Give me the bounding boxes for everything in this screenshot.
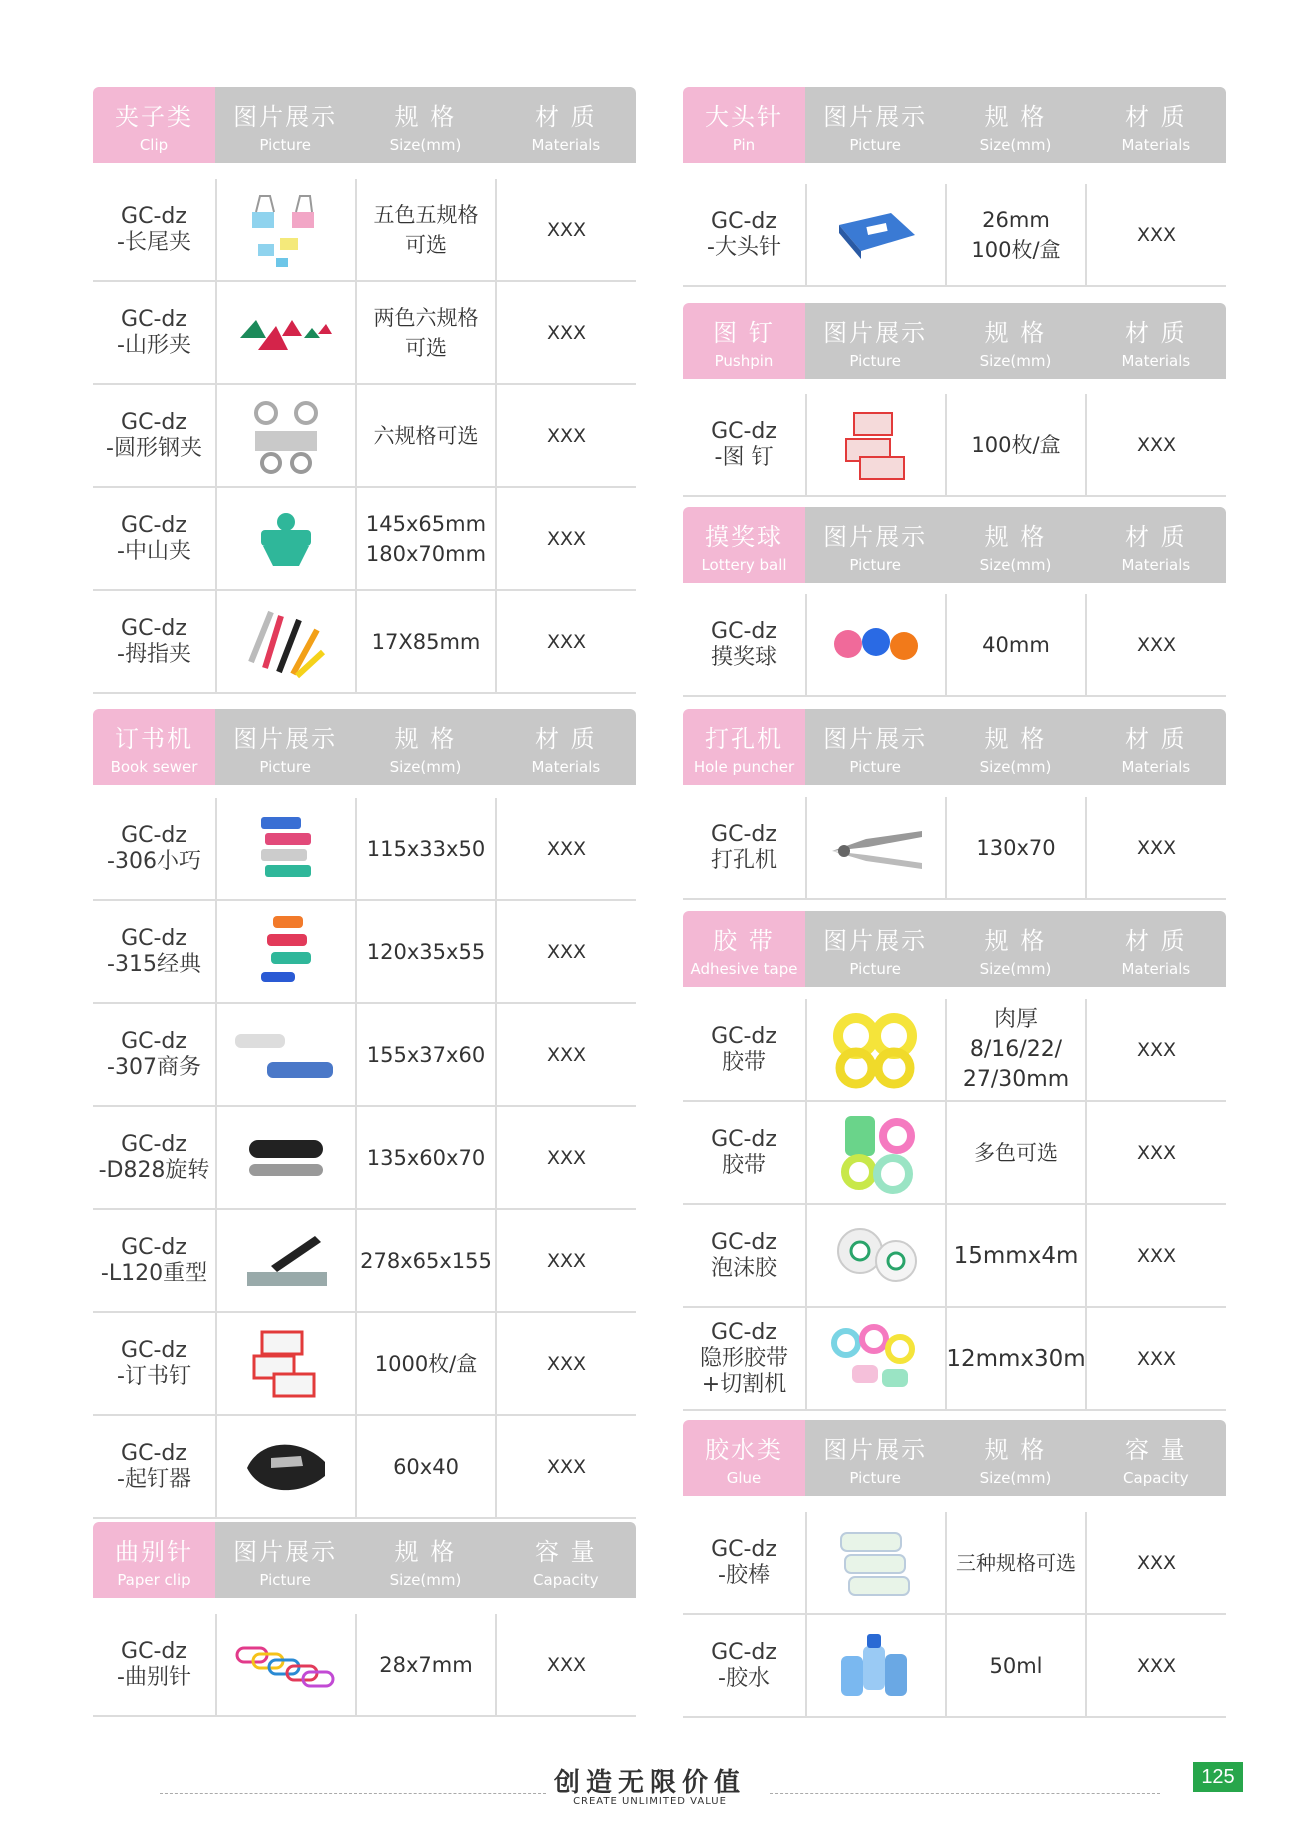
product-row bbox=[93, 1210, 636, 1313]
model-cell: GC-dz -306小巧 bbox=[107, 822, 201, 874]
section-header bbox=[683, 911, 1226, 987]
model-cell: GC-dz -起钉器 bbox=[117, 1440, 191, 1492]
model-cell: GC-dz -307商务 bbox=[107, 1028, 201, 1080]
product-row bbox=[93, 1107, 636, 1210]
size-cell: 40mm bbox=[947, 594, 1087, 695]
model-cell: GC-dz 胶带 bbox=[711, 1023, 777, 1075]
header-size-cn: 规 格 bbox=[984, 102, 1047, 131]
paper-clip-image bbox=[215, 1614, 357, 1715]
size-cell: 15mmx4m bbox=[947, 1205, 1087, 1306]
product-row bbox=[683, 999, 1226, 1102]
stapler-d828-image bbox=[215, 1107, 357, 1208]
header-material-cn: 材 质 bbox=[535, 102, 597, 131]
header-material-en: Materials bbox=[1121, 959, 1191, 978]
header-size-cn: 规 格 bbox=[984, 724, 1047, 753]
category-en: Adhesive tape bbox=[690, 959, 798, 978]
section-header bbox=[683, 709, 1226, 785]
size-cell: 三种规格可选 bbox=[947, 1512, 1087, 1613]
header-material-en: Materials bbox=[531, 135, 601, 154]
category-cn: 大头针 bbox=[705, 102, 783, 131]
category-cn: 胶 带 bbox=[713, 926, 775, 955]
size-cell: 100枚/盒 bbox=[947, 394, 1087, 495]
header-picture-en: Picture bbox=[849, 959, 901, 978]
header-size-cn: 规 格 bbox=[984, 522, 1047, 551]
lottery-balls-image bbox=[805, 594, 947, 695]
header-size-en: Size(mm) bbox=[389, 135, 462, 154]
header-picture-en: Picture bbox=[849, 757, 901, 776]
header-size-cn: 规 格 bbox=[394, 1537, 457, 1566]
header-material-cn: 材 质 bbox=[1125, 102, 1187, 131]
product-row bbox=[683, 1615, 1226, 1718]
model-cell: GC-dz -L120重型 bbox=[100, 1234, 208, 1286]
stapler-306-image bbox=[215, 798, 357, 899]
model-cell: GC-dz 摸奖球 bbox=[710, 618, 777, 670]
pin-box-image bbox=[805, 184, 947, 285]
model-cell: GC-dz -大头针 bbox=[707, 208, 781, 260]
material-cell: XXX bbox=[546, 837, 587, 860]
model-cell: GC-dz 打孔机 bbox=[710, 821, 777, 873]
material-cell: XXX bbox=[546, 940, 587, 963]
header-size-en: Size(mm) bbox=[979, 135, 1052, 154]
size-cell: 278x65x155 bbox=[357, 1210, 497, 1311]
size-cell: 肉厚 8/16/22/ 27/30mm bbox=[947, 999, 1087, 1100]
header-picture-cn: 图片展示 bbox=[823, 318, 928, 347]
header-size-en: Size(mm) bbox=[979, 959, 1052, 978]
header-material-cn: 材 质 bbox=[1125, 318, 1187, 347]
product-row bbox=[93, 1004, 636, 1107]
material-cell: XXX bbox=[546, 1455, 587, 1478]
model-cell: GC-dz 隐形胶带 +切割机 bbox=[699, 1319, 788, 1397]
header-material-en: Materials bbox=[1121, 351, 1191, 370]
header-size-cn: 规 格 bbox=[984, 926, 1047, 955]
header-picture-en: Picture bbox=[259, 757, 311, 776]
category-en: Hole puncher bbox=[693, 757, 795, 776]
header-material-en: Materials bbox=[531, 757, 601, 776]
header-size-en: Size(mm) bbox=[979, 757, 1052, 776]
header-picture-en: Picture bbox=[259, 135, 311, 154]
model-cell: GC-dz -胶棒 bbox=[711, 1536, 777, 1588]
material-cell: XXX bbox=[1136, 1244, 1177, 1267]
category-cell bbox=[683, 507, 805, 583]
model-cell: GC-dz 泡沫胶 bbox=[710, 1229, 777, 1281]
model-cell: GC-dz -315经典 bbox=[107, 925, 201, 977]
glue-stick-image bbox=[805, 1512, 947, 1613]
header-picture-cn: 图片展示 bbox=[233, 1537, 338, 1566]
size-cell: 1000枚/盒 bbox=[357, 1313, 497, 1414]
category-en: Lottery ball bbox=[701, 555, 787, 574]
product-row bbox=[683, 184, 1226, 287]
category-en: Pin bbox=[732, 135, 756, 154]
header-picture-cn: 图片展示 bbox=[823, 522, 928, 551]
staple-remover-image bbox=[215, 1416, 357, 1517]
round-steel-clip-image bbox=[215, 385, 357, 486]
material-cell: XXX bbox=[1136, 633, 1177, 656]
stapler-l120-image bbox=[215, 1210, 357, 1311]
section-header bbox=[683, 303, 1226, 379]
model-cell: GC-dz -中山夹 bbox=[117, 512, 191, 564]
header-capacity-en: Capacity bbox=[1123, 1468, 1189, 1487]
product-row bbox=[93, 798, 636, 901]
thumb-clip-image bbox=[215, 591, 357, 692]
material-cell: XXX bbox=[546, 1146, 587, 1169]
material-cell: XXX bbox=[546, 1249, 587, 1272]
category-cell bbox=[683, 709, 805, 785]
product-row bbox=[93, 1313, 636, 1416]
section-paper-clip bbox=[93, 1522, 636, 1717]
header-picture-en: Picture bbox=[849, 1468, 901, 1487]
header-capacity-en: Capacity bbox=[533, 1570, 599, 1589]
capacity-cell: XXX bbox=[1136, 1654, 1177, 1677]
category-en: Book sewer bbox=[110, 757, 198, 776]
header-size-en: Size(mm) bbox=[979, 555, 1052, 574]
material-cell: XXX bbox=[546, 218, 587, 241]
foam-tape-image bbox=[805, 1205, 947, 1306]
model-cell: GC-dz -长尾夹 bbox=[117, 203, 191, 255]
product-row bbox=[93, 901, 636, 1004]
category-en: Pushpin bbox=[714, 351, 774, 370]
product-row bbox=[93, 179, 636, 282]
material-cell: XXX bbox=[546, 527, 587, 550]
header-material-en: Materials bbox=[1121, 555, 1191, 574]
section-header bbox=[93, 87, 636, 163]
header-material-cn: 材 质 bbox=[1125, 522, 1187, 551]
model-cell: GC-dz -图 钉 bbox=[711, 418, 777, 470]
header-size-en: Size(mm) bbox=[389, 757, 462, 776]
material-cell: XXX bbox=[546, 424, 587, 447]
size-cell: 60x40 bbox=[357, 1416, 497, 1517]
pushpin-box-image bbox=[805, 394, 947, 495]
section-clip bbox=[93, 87, 636, 694]
category-en: Clip bbox=[139, 135, 169, 154]
product-row bbox=[93, 385, 636, 488]
header-size-cn: 规 格 bbox=[984, 1435, 1047, 1464]
product-row bbox=[683, 1512, 1226, 1615]
category-cell bbox=[683, 303, 805, 379]
size-cell: 多色可选 bbox=[947, 1102, 1087, 1203]
category-en: Paper clip bbox=[117, 1570, 191, 1589]
header-material-cn: 材 质 bbox=[1125, 926, 1187, 955]
header-picture-en: Picture bbox=[849, 555, 901, 574]
header-material-en: Materials bbox=[1121, 135, 1191, 154]
size-cell: 115x33x50 bbox=[357, 798, 497, 899]
product-row bbox=[93, 1416, 636, 1519]
section-pin bbox=[683, 87, 1226, 287]
header-picture-cn: 图片展示 bbox=[823, 926, 928, 955]
product-row bbox=[683, 797, 1226, 900]
section-glue bbox=[683, 1420, 1226, 1718]
size-cell: 两色六规格 可选 bbox=[357, 282, 497, 383]
size-cell: 12mmx30m bbox=[947, 1308, 1087, 1409]
category-cn: 打孔机 bbox=[705, 724, 783, 753]
material-cell: XXX bbox=[1136, 433, 1177, 456]
category-cn: 夹子类 bbox=[115, 102, 193, 131]
category-cell bbox=[93, 709, 215, 785]
size-cell: 28x7mm bbox=[357, 1614, 497, 1715]
model-cell: GC-dz -订书钉 bbox=[117, 1337, 191, 1389]
zhongshan-clip-image bbox=[215, 488, 357, 589]
staples-image bbox=[215, 1313, 357, 1414]
section-header bbox=[683, 1420, 1226, 1496]
product-row bbox=[683, 1102, 1226, 1205]
model-cell: GC-dz -曲别针 bbox=[117, 1638, 191, 1690]
footer-slogan-en: CREATE UNLIMITED VALUE bbox=[573, 1796, 727, 1807]
model-cell: GC-dz -圆形钢夹 bbox=[106, 409, 202, 461]
colored-tape-image bbox=[805, 1102, 947, 1203]
section-lottery-ball bbox=[683, 507, 1226, 697]
product-row bbox=[93, 488, 636, 591]
header-picture-en: Picture bbox=[849, 351, 901, 370]
header-capacity-cn: 容 量 bbox=[1125, 1435, 1187, 1464]
material-cell: XXX bbox=[546, 630, 587, 653]
product-row bbox=[683, 1205, 1226, 1308]
product-row bbox=[93, 282, 636, 385]
category-cn: 摸奖球 bbox=[705, 522, 783, 551]
model-cell: GC-dz -拇指夹 bbox=[117, 615, 191, 667]
category-cn: 胶水类 bbox=[705, 1435, 783, 1464]
header-size-en: Size(mm) bbox=[979, 351, 1052, 370]
size-cell: 26mm 100枚/盒 bbox=[947, 184, 1087, 285]
header-material-cn: 材 质 bbox=[535, 724, 597, 753]
category-cell bbox=[93, 87, 215, 163]
header-capacity-cn: 容 量 bbox=[535, 1537, 597, 1566]
model-cell: GC-dz 胶带 bbox=[711, 1126, 777, 1178]
material-cell: XXX bbox=[546, 1043, 587, 1066]
header-size-cn: 规 格 bbox=[394, 102, 457, 131]
clear-tape-image bbox=[805, 999, 947, 1100]
hole-puncher-image bbox=[805, 797, 947, 898]
size-cell: 120x35x55 bbox=[357, 901, 497, 1002]
header-size-en: Size(mm) bbox=[979, 1468, 1052, 1487]
category-cell bbox=[683, 911, 805, 987]
header-material-en: Materials bbox=[1121, 757, 1191, 776]
section-adhesive-tape bbox=[683, 911, 1226, 1411]
size-cell: 17X85mm bbox=[357, 591, 497, 692]
category-en: Glue bbox=[726, 1468, 762, 1487]
size-cell: 135x60x70 bbox=[357, 1107, 497, 1208]
size-cell: 145x65mm 180x70mm bbox=[357, 488, 497, 589]
section-header bbox=[93, 1522, 636, 1598]
material-cell: XXX bbox=[1136, 1347, 1177, 1370]
material-cell: XXX bbox=[1136, 223, 1177, 246]
section-stapler bbox=[93, 709, 636, 1519]
footer-slogan: 创造无限价值 bbox=[553, 1768, 746, 1798]
product-row bbox=[683, 1308, 1226, 1411]
header-picture-cn: 图片展示 bbox=[823, 724, 928, 753]
invisible-tape-dispenser-image bbox=[805, 1308, 947, 1409]
model-cell: GC-dz -胶水 bbox=[711, 1639, 777, 1691]
size-cell: 130x70 bbox=[947, 797, 1087, 898]
category-cn: 曲别针 bbox=[115, 1537, 193, 1566]
section-pushpin bbox=[683, 303, 1226, 497]
header-size-cn: 规 格 bbox=[394, 724, 457, 753]
size-cell: 155x37x60 bbox=[357, 1004, 497, 1105]
header-size-en: Size(mm) bbox=[389, 1570, 462, 1589]
product-row bbox=[683, 394, 1226, 497]
material-cell: XXX bbox=[1136, 1141, 1177, 1164]
model-cell: GC-dz -山形夹 bbox=[117, 306, 191, 358]
header-picture-en: Picture bbox=[259, 1570, 311, 1589]
material-cell: XXX bbox=[546, 321, 587, 344]
section-header bbox=[93, 709, 636, 785]
mountain-clip-image bbox=[215, 282, 357, 383]
category-cn: 图 钉 bbox=[713, 318, 775, 347]
section-header bbox=[683, 87, 1226, 163]
product-row bbox=[93, 591, 636, 694]
capacity-cell: XXX bbox=[1136, 1551, 1177, 1574]
product-row bbox=[93, 1614, 636, 1717]
binder-clip-image bbox=[215, 179, 357, 280]
header-picture-cn: 图片展示 bbox=[823, 1435, 928, 1464]
section-header bbox=[683, 507, 1226, 583]
stapler-307-image bbox=[215, 1004, 357, 1105]
product-row bbox=[683, 594, 1226, 697]
header-picture-cn: 图片展示 bbox=[233, 724, 338, 753]
size-cell: 50ml bbox=[947, 1615, 1087, 1716]
material-cell: XXX bbox=[1136, 836, 1177, 859]
capacity-cell: XXX bbox=[546, 1653, 587, 1676]
category-cell bbox=[683, 1420, 805, 1496]
model-cell: GC-dz -D828旋转 bbox=[98, 1131, 210, 1183]
page-number: 125 bbox=[1193, 1762, 1243, 1792]
header-size-cn: 规 格 bbox=[984, 318, 1047, 347]
material-cell: XXX bbox=[546, 1352, 587, 1375]
size-cell: 五色五规格 可选 bbox=[357, 179, 497, 280]
header-picture-en: Picture bbox=[849, 135, 901, 154]
category-cell bbox=[683, 87, 805, 163]
category-cell bbox=[93, 1522, 215, 1598]
header-material-cn: 材 质 bbox=[1125, 724, 1187, 753]
size-cell: 六规格可选 bbox=[357, 385, 497, 486]
section-hole-puncher bbox=[683, 709, 1226, 900]
material-cell: XXX bbox=[1136, 1038, 1177, 1061]
category-cn: 订书机 bbox=[115, 724, 193, 753]
header-picture-cn: 图片展示 bbox=[823, 102, 928, 131]
header-picture-cn: 图片展示 bbox=[233, 102, 338, 131]
liquid-glue-image bbox=[805, 1615, 947, 1716]
stapler-315-image bbox=[215, 901, 357, 1002]
